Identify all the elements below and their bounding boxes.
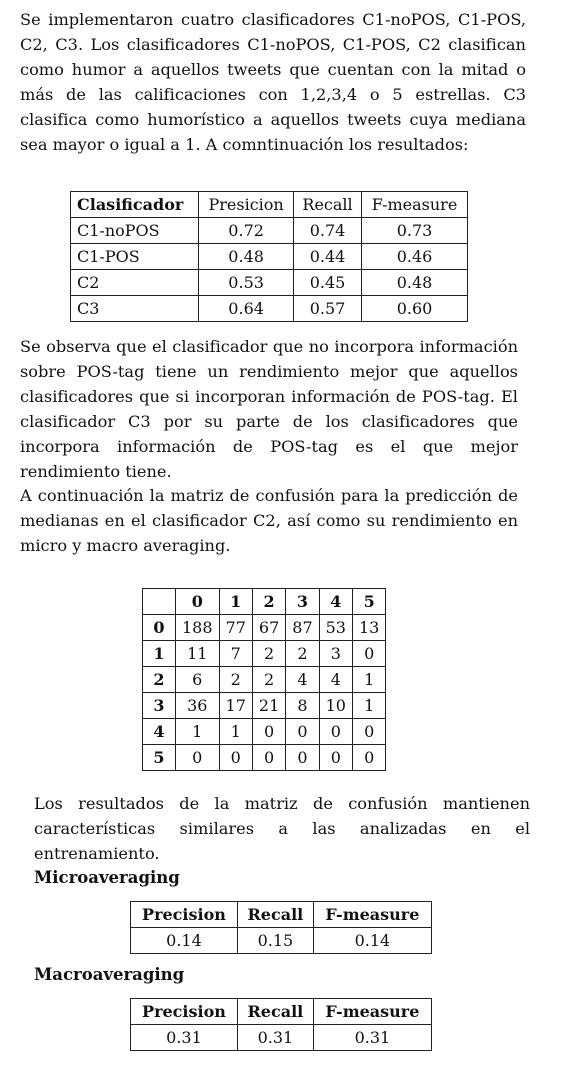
table-cell: 0.46: [362, 244, 468, 270]
matrix-cell: 2: [252, 641, 285, 667]
microaveraging-table: [130, 901, 432, 954]
matrix-row: [143, 667, 386, 693]
table-cell: C3: [71, 296, 199, 322]
table-cell: 0.31: [313, 1025, 431, 1051]
table-row: [131, 1025, 432, 1051]
matrix-corner-cell: [143, 589, 176, 615]
column-header: Recall: [237, 999, 313, 1025]
table-row: [71, 218, 468, 244]
matrix-cell: 0: [319, 719, 352, 745]
column-header: Clasificador: [71, 192, 199, 218]
matrix-row: [143, 641, 386, 667]
matrix-cell: 0: [286, 719, 319, 745]
table-header-row: [131, 902, 432, 928]
table-row: [71, 244, 468, 270]
matrix-row: [143, 745, 386, 771]
table-cell: 0.72: [199, 218, 294, 244]
column-header: F-measure: [362, 192, 468, 218]
matrix-cell: 0: [252, 745, 285, 771]
matrix-cell: 2: [252, 667, 285, 693]
matrix-cell: 7: [219, 641, 252, 667]
table-cell: 0.74: [294, 218, 362, 244]
matrix-cell: 53: [319, 615, 352, 641]
matrix-row: [143, 719, 386, 745]
column-header: Recall: [237, 902, 313, 928]
matrix-column-label: 1: [219, 589, 252, 615]
matrix-row-label: 5: [143, 745, 176, 771]
table-cell: 0.15: [237, 928, 313, 954]
observation-paragraph: Se observa que el clasificador que no incorpora información sobre POS-tag tiene un rendimiento mejor que aquellos clasificadores que si incorporan información de POS-tag. El clasificador C3 por su parte de los clasificadores que incorpora información de POS-tag es el que mejor rendimiento tiene.: [20, 337, 518, 481]
matrix-cell: 1: [219, 719, 252, 745]
matrix-cell: 0: [219, 745, 252, 771]
matrix-cell: 3: [319, 641, 352, 667]
matrix-cell: 0: [352, 641, 385, 667]
classifiers-table: [70, 191, 468, 322]
table-cell: 0.45: [294, 270, 362, 296]
table-cell: C1-POS: [71, 244, 199, 270]
table-cell: 0.48: [362, 270, 468, 296]
matrix-header-row: [143, 589, 386, 615]
column-header: F-measure: [313, 902, 431, 928]
table-cell: C1-noPOS: [71, 218, 199, 244]
column-header: Presicion: [199, 192, 294, 218]
matrix-cell: 0: [352, 745, 385, 771]
macroaveraging-heading: Macroaveraging: [34, 965, 185, 984]
matrix-row-label: 2: [143, 667, 176, 693]
matrix-cell: 8: [286, 693, 319, 719]
matrix-row-label: 0: [143, 615, 176, 641]
matrix-column-label: 0: [176, 589, 220, 615]
matrix-cell: 77: [219, 615, 252, 641]
matrix-row: [143, 693, 386, 719]
matrix-cell: 36: [176, 693, 220, 719]
matrix-cell: 2: [219, 667, 252, 693]
matrix-comment-paragraph: Los resultados de la matriz de confusión mantienen características similares a las analizadas en el entrenamiento.: [34, 794, 530, 863]
matrix-cell: 87: [286, 615, 319, 641]
column-header: Precision: [131, 999, 238, 1025]
matrix-cell: 10: [319, 693, 352, 719]
matrix-cell: 13: [352, 615, 385, 641]
intro-paragraph: Se implementaron cuatro clasificadores C1-noPOS, C1-POS, C2, C3. Los clasificadores C1-noPOS, C1-POS, C2 clasifican como humor a aquellos tweets que cuentan con la mitad o más de las calificaciones con 1,2,3,4 o 5 estrellas. C3 clasifica como humorístico a aquellos tweets cuya mediana sea mayor o igual a 1. A comntinuación los resultados:: [20, 10, 526, 154]
table-cell: 0.64: [199, 296, 294, 322]
matrix-cell: 0: [319, 745, 352, 771]
table-cell: 0.53: [199, 270, 294, 296]
matrix-column-label: 3: [286, 589, 319, 615]
table-cell: 0.14: [131, 928, 238, 954]
column-header: F-measure: [313, 999, 431, 1025]
matrix-cell: 6: [176, 667, 220, 693]
matrix-cell: 0: [286, 745, 319, 771]
table-cell: 0.73: [362, 218, 468, 244]
matrix-row-label: 4: [143, 719, 176, 745]
table-cell: 0.31: [237, 1025, 313, 1051]
matrix-cell: 21: [252, 693, 285, 719]
table-cell: 0.48: [199, 244, 294, 270]
matrix-column-label: 5: [352, 589, 385, 615]
table-cell: 0.14: [313, 928, 431, 954]
matrix-cell: 2: [286, 641, 319, 667]
matrix-cell: 11: [176, 641, 220, 667]
macroaveraging-table: [130, 998, 432, 1051]
table-header-row: [71, 192, 468, 218]
matrix-cell: 17: [219, 693, 252, 719]
table-cell: C2: [71, 270, 199, 296]
matrix-row-label: 1: [143, 641, 176, 667]
table-row: [71, 270, 468, 296]
table-row: [131, 928, 432, 954]
matrix-row-label: 3: [143, 693, 176, 719]
table-cell: 0.57: [294, 296, 362, 322]
matrix-cell: 1: [352, 693, 385, 719]
matrix-cell: 67: [252, 615, 285, 641]
matrix-cell: 4: [319, 667, 352, 693]
matrix-cell: 1: [176, 719, 220, 745]
continuation-paragraph: A continuación la matriz de confusión para la predicción de medianas en el clasificador C2, así como su rendimiento en micro y macro averaging.: [20, 486, 518, 555]
table-cell: 0.31: [131, 1025, 238, 1051]
matrix-cell: 188: [176, 615, 220, 641]
matrix-column-label: 2: [252, 589, 285, 615]
matrix-cell: 1: [352, 667, 385, 693]
confusion-matrix-table: [142, 588, 386, 771]
table-header-row: [131, 999, 432, 1025]
column-header: Recall: [294, 192, 362, 218]
matrix-row: [143, 615, 386, 641]
column-header: Precision: [131, 902, 238, 928]
microaveraging-heading: Microaveraging: [34, 868, 180, 887]
matrix-cell: 4: [286, 667, 319, 693]
matrix-column-label: 4: [319, 589, 352, 615]
matrix-cell: 0: [176, 745, 220, 771]
matrix-cell: 0: [252, 719, 285, 745]
table-cell: 0.44: [294, 244, 362, 270]
table-row: [71, 296, 468, 322]
table-cell: 0.60: [362, 296, 468, 322]
matrix-cell: 0: [352, 719, 385, 745]
